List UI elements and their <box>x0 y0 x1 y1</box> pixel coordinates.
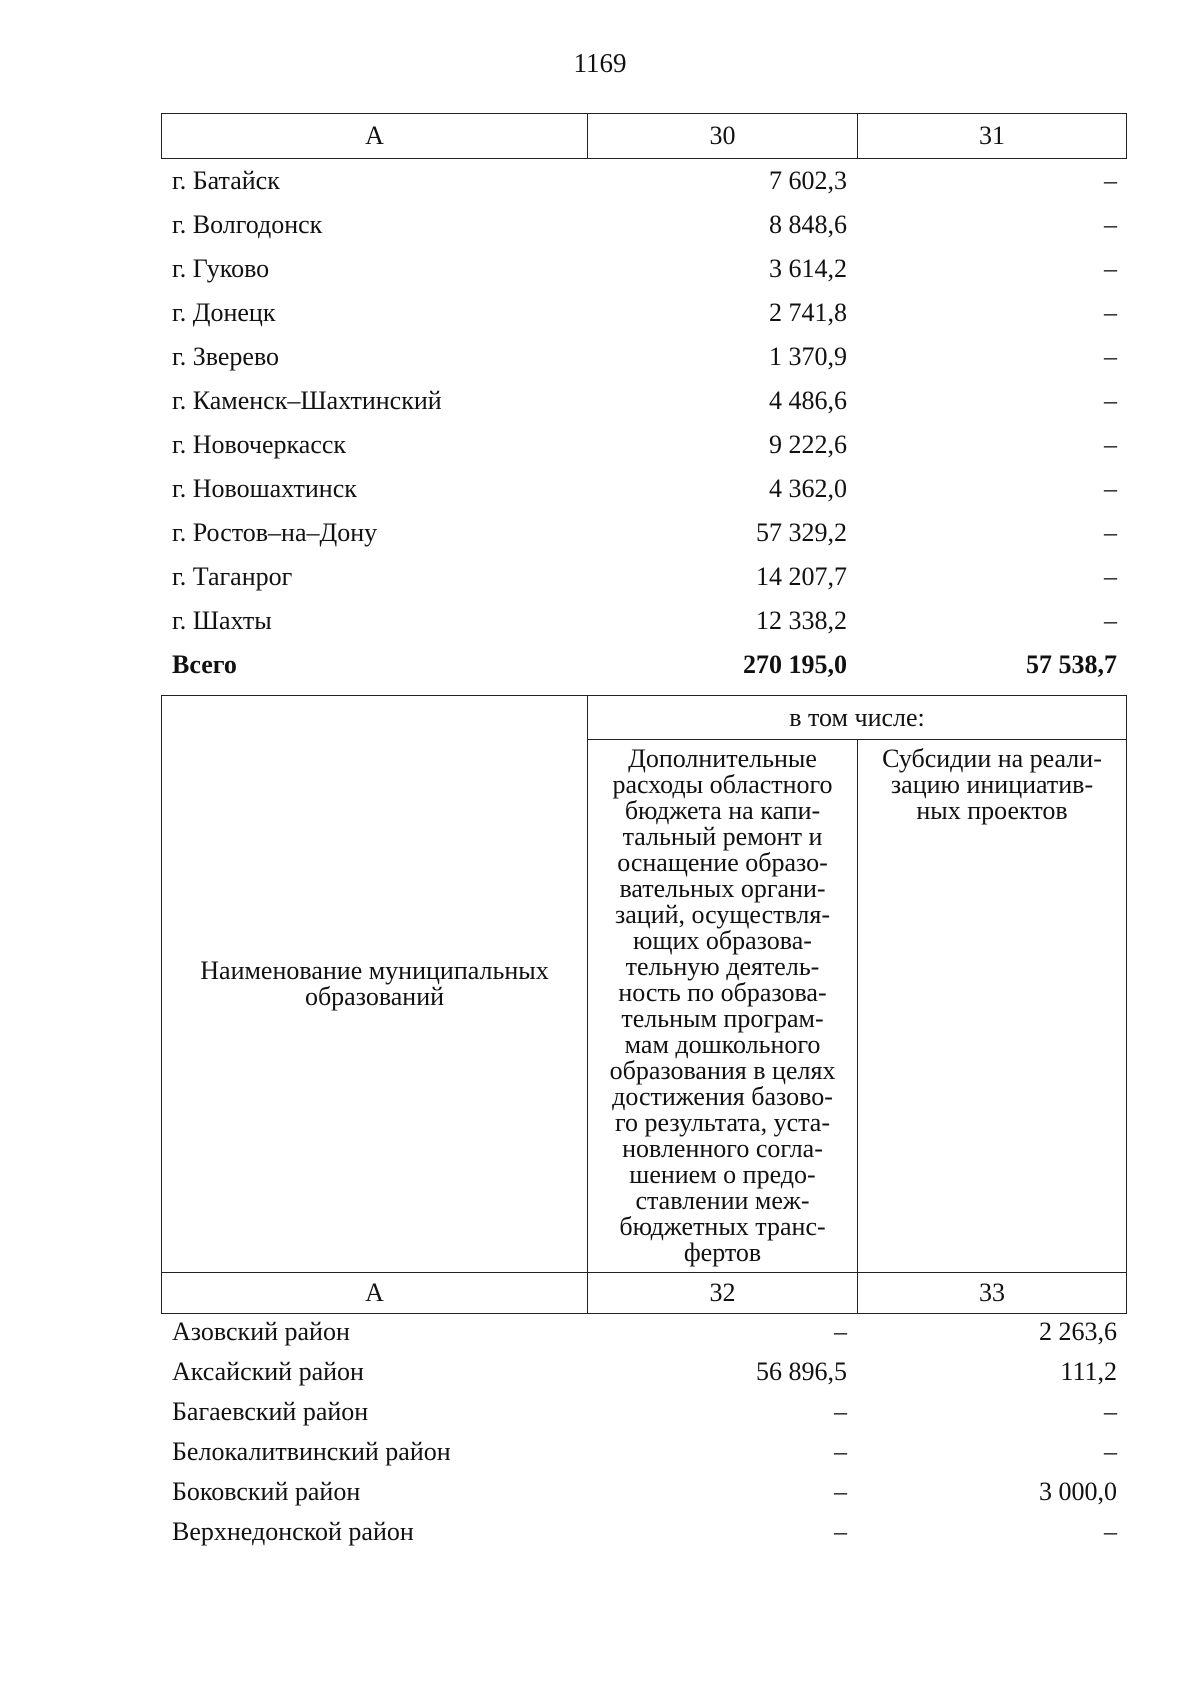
row-name: Аксайский район <box>172 1357 364 1386</box>
header-col-32-line: новленного согла- <box>622 1134 823 1163</box>
header-col-32-line: фертов <box>683 1238 762 1267</box>
row-value-31: – <box>1104 210 1117 239</box>
row-value-31: – <box>1104 166 1117 195</box>
row-value-30: 9 222,6 <box>769 430 847 459</box>
row-value-30: 7 602,3 <box>769 166 847 195</box>
row-value-32: – <box>834 1317 847 1346</box>
table-row <box>161 380 1127 424</box>
row-value-30: 4 486,6 <box>769 386 847 415</box>
header-col-33-line: зацию инициатив- <box>890 770 1094 799</box>
header-col-32-line: шением о предо- <box>629 1160 816 1189</box>
header-col-32-line: тельным програм- <box>621 1004 824 1033</box>
row-value-31: – <box>1104 342 1117 371</box>
table1-body <box>161 160 1127 688</box>
header-col-32-line: вательных органи- <box>619 874 826 903</box>
header-col-32-line: достижения базово- <box>612 1082 833 1111</box>
header-col-32 <box>588 740 858 1272</box>
row-name: г. Батайск <box>172 166 280 195</box>
table1-header-col-31: 31 <box>979 121 1005 150</box>
table-row <box>161 1473 1127 1513</box>
row-name: г. Донецк <box>172 298 276 327</box>
row-value-33: 2 263,6 <box>1039 1317 1117 1346</box>
table-row <box>161 1353 1127 1393</box>
table-row <box>161 204 1127 248</box>
row-value-30: 3 614,2 <box>769 254 847 283</box>
header-col-33 <box>858 740 1126 1272</box>
row-name: г. Каменск–Шахтинский <box>172 386 442 415</box>
table1-header-col-30: 30 <box>588 114 858 158</box>
table2-body <box>161 1313 1127 1553</box>
header-col-32-line: заций, осуществля- <box>614 900 831 929</box>
table2-header-col-a: А <box>162 1273 588 1313</box>
header-col-32-line: образования в целях <box>609 1056 836 1085</box>
table-row <box>161 1513 1127 1553</box>
row-value-32: – <box>834 1477 847 1506</box>
total-row <box>161 644 1127 688</box>
header-col-32-line: тальный ремонт и <box>622 822 823 851</box>
row-value-33: 3 000,0 <box>1039 1477 1117 1506</box>
total-value-30: 270 195,0 <box>743 650 847 679</box>
row-value-30: 14 207,7 <box>756 562 847 591</box>
header-col-32-line: ставлении меж- <box>635 1186 810 1215</box>
table-row <box>161 160 1127 204</box>
header-col-32-line: ность по образова- <box>618 978 827 1007</box>
table-row <box>161 248 1127 292</box>
header-col-33-line: ных проектов <box>916 796 1068 825</box>
row-name: г. Зверево <box>172 342 280 371</box>
table-row <box>161 600 1127 644</box>
row-value-31: – <box>1104 606 1117 635</box>
row-value-32: 56 896,5 <box>756 1357 847 1386</box>
header-col-32-line: Дополнительные <box>628 744 817 773</box>
row-value-33: – <box>1104 1437 1117 1466</box>
header-including: в том числе: <box>588 696 1126 740</box>
row-name: г. Новошахтинск <box>172 474 357 503</box>
total-value-31: 57 538,7 <box>1026 650 1117 679</box>
row-name: г. Шахты <box>172 606 272 635</box>
table2-column-numbers <box>162 1272 1126 1313</box>
header-municipality-name: Наименование муниципальных образований <box>162 696 588 1272</box>
row-name: Боковский район <box>172 1477 361 1506</box>
table1-header <box>161 113 1127 159</box>
header-col-32-line: бюджетных транс- <box>619 1212 826 1241</box>
header-col-32-line: расходы областного <box>612 770 833 799</box>
header-col-33-line: Субсидии на реали- <box>882 744 1102 773</box>
table1-header-col-a: А <box>162 114 588 158</box>
row-value-30: 4 362,0 <box>769 474 847 503</box>
row-name: г. Волгодонск <box>172 210 323 239</box>
row-value-33: 111,2 <box>1060 1357 1117 1386</box>
table-row <box>161 1313 1127 1353</box>
row-value-31: – <box>1104 430 1117 459</box>
row-name: г. Ростов–на–Дону <box>172 518 378 547</box>
row-name: Белокалитвинский район <box>172 1437 451 1466</box>
row-value-31: – <box>1104 386 1117 415</box>
row-name: г. Новочеркасск <box>172 430 347 459</box>
row-name: г. Гуково <box>172 254 270 283</box>
row-value-32: – <box>834 1397 847 1426</box>
row-name: Верхнедонской район <box>172 1517 414 1546</box>
header-col-32-line: го результата, уста- <box>615 1108 830 1137</box>
row-value-31: – <box>1104 518 1117 547</box>
row-value-30: 1 370,9 <box>769 342 847 371</box>
table2-header <box>161 695 1127 1314</box>
table-row <box>161 424 1127 468</box>
table-row <box>161 1433 1127 1473</box>
header-col-32-line: ющих образова- <box>633 926 812 955</box>
total-label: Всего <box>172 650 237 679</box>
row-value-32: – <box>834 1517 847 1546</box>
row-value-32: – <box>834 1437 847 1466</box>
row-value-31: – <box>1104 562 1117 591</box>
row-name: Багаевский район <box>172 1397 369 1426</box>
table-row <box>161 292 1127 336</box>
header-col-32-line: оснащение образо- <box>617 848 828 877</box>
header-col-32-line: мам дошкольного <box>624 1030 821 1059</box>
table-row <box>161 336 1127 380</box>
table2-header-col-32: 32 <box>588 1273 858 1313</box>
header-col-32-line: бюджета на капи- <box>624 796 821 825</box>
page-number: 1169 <box>573 48 627 78</box>
table-row <box>161 1393 1127 1433</box>
row-value-30: 57 329,2 <box>756 518 847 547</box>
row-value-30: 2 741,8 <box>769 298 847 327</box>
row-value-30: 12 338,2 <box>756 606 847 635</box>
table-row <box>161 512 1127 556</box>
row-value-33: – <box>1104 1397 1117 1426</box>
row-value-31: – <box>1104 474 1117 503</box>
row-value-30: 8 848,6 <box>769 210 847 239</box>
table-row <box>161 468 1127 512</box>
row-name: г. Таганрог <box>172 562 293 591</box>
row-value-31: – <box>1104 254 1117 283</box>
row-value-33: – <box>1104 1517 1117 1546</box>
table-row <box>161 556 1127 600</box>
row-value-31: – <box>1104 298 1117 327</box>
header-col-32-line: тельную деятель- <box>625 952 820 981</box>
table2-header-col-33: 33 <box>979 1278 1005 1307</box>
row-name: Азовский район <box>172 1317 350 1346</box>
